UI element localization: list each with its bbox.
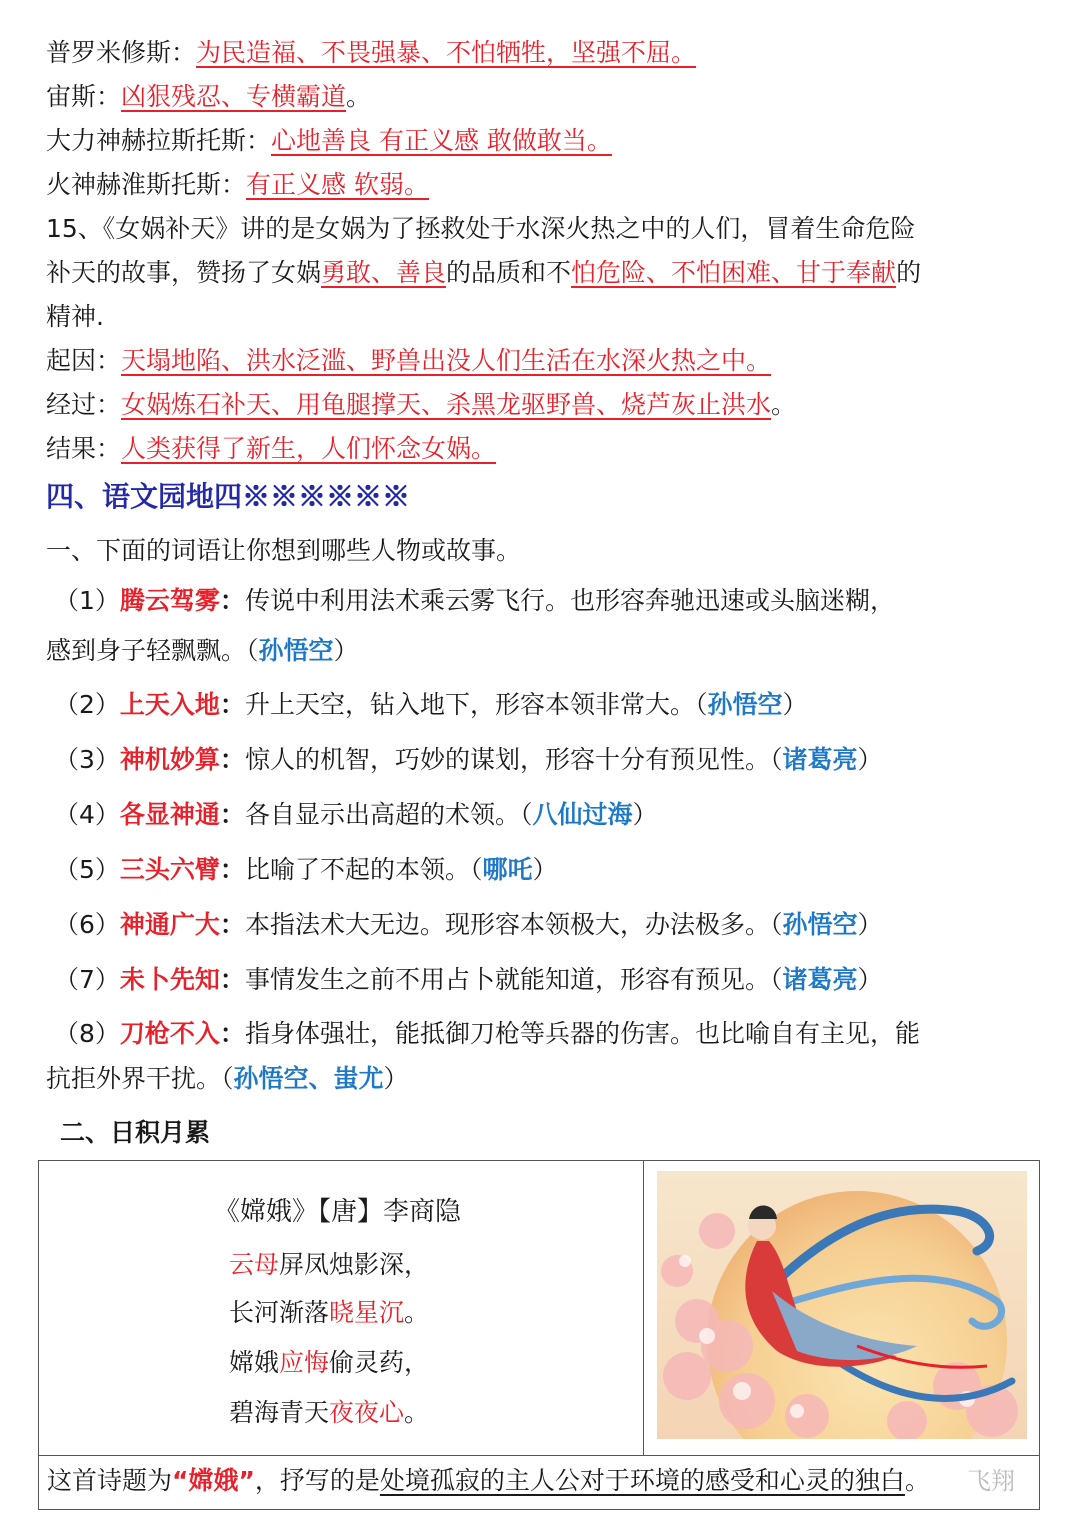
idiom-term: 腾云驾雾 [119,586,220,615]
trait-answer: 为民造福、不畏强暴、不怕牺牲，坚强不屈。 [196,38,697,67]
idiom-term: 神通广大 [119,910,220,939]
idiom-item: （7）未卜先知：事情发生之前不用占卜就能知道，形容有预见。（诸葛亮） [54,965,883,994]
idiom-item: （2）上天入地：升上天空，钻入地下，形容本领非常大。（孙悟空） [54,690,808,719]
part-2-heading: 二、日积月累 [60,1118,211,1147]
idiom-item: （4）各显神通：各自显示出高超的术领。（八仙过海） [54,800,658,829]
watermark: 飞翔 [967,1467,1015,1495]
plot-cause: 起因：天塌地陷、洪水泛滥、野兽出没人们生活在水深火热之中。 [46,346,772,375]
idiom-term: 三头六臂 [119,855,220,884]
idiom-person: 孙悟空 [258,636,334,665]
idiom-person: 孙悟空 [782,910,858,939]
idiom-item-cont: 抗拒外界干扰。（孙悟空、蚩尤） [46,1064,409,1093]
idiom-term: 刀枪不入 [119,1019,220,1048]
nuwa-line-3: 精神. [46,302,104,331]
poem-line: 嫦娥应悔偷灵药， [229,1348,430,1377]
character-line: 火神赫淮斯托斯：有正义感 软弱。 [46,170,429,199]
section-4-title: 四、语文园地四※※※※※※ [46,480,411,513]
poem-line: 长河渐落晓星沉。 [229,1298,430,1327]
trait-answer: 有正义感 软弱。 [246,170,429,199]
nuwa-line-2: 补天的故事，赞扬了女娲勇敢、善良的品质和不怕危险、不怕困难、甘于奉献的 [46,258,922,287]
poem-title: 《嫦娥》【唐】李商隐 [214,1197,462,1227]
idiom-person: 八仙过海 [532,800,633,829]
idiom-item: （5）三头六臂：比喻了不起的本领。（哪吒） [54,855,558,884]
plot-process: 经过：女娲炼石补天、用龟腿撑天、杀黑龙驱野兽、烧芦灰止洪水。 [46,390,797,419]
trait-answer: 凶狠残忍、专横霸道 [121,82,347,111]
idiom-person: 诸葛亮 [782,965,858,994]
table-divider [643,1161,644,1455]
idiom-term: 上天入地 [119,690,220,719]
poem-summary: 这首诗题为“嫦娥”，抒写的是处境孤寂的主人公对于环境的感受和心灵的独白。 [47,1466,930,1495]
idiom-item: （3）神机妙算：惊人的机智，巧妙的谋划，形容十分有预见性。（诸葛亮） [54,745,883,774]
idiom-item-cont: 感到身子轻飘飘。（孙悟空） [46,636,359,665]
table-divider [39,1455,1039,1456]
idiom-person: 诸葛亮 [782,745,858,774]
idiom-item: （8）刀枪不入：指身体强壮，能抵御刀枪等兵器的伤害。也比喻自有主见，能 [54,1019,920,1048]
nuwa-line-1: 15、《女娲补天》讲的是女娲为了拯救处于水深火热之中的人们，冒着生命危险 [46,214,916,243]
plot-result: 结果：人类获得了新生，人们怀念女娲。 [46,434,497,463]
character-line: 普罗米修斯：为民造福、不畏强暴、不怕牺牲，坚强不屈。 [46,38,697,67]
idiom-term: 各显神通 [119,800,220,829]
poem-line: 云母屏凤烛影深， [229,1250,430,1279]
part-1-heading: 一、下面的词语让你想到哪些人物或故事。 [46,536,522,565]
idiom-term: 未卜先知 [119,965,220,994]
idiom-person: 哪吒 [482,855,533,884]
idiom-person: 孙悟空 [707,690,783,719]
trait-answer: 心地善良 有正义感 敢做敢当。 [271,126,612,155]
character-line: 大力神赫拉斯托斯：心地善良 有正义感 敢做敢当。 [46,126,612,155]
nuwa-quality: 勇敢、善良 [321,258,447,287]
poem-line: 碧海青天夜夜心。 [229,1398,430,1427]
idiom-person: 孙悟空、蚩尤 [233,1064,384,1093]
nuwa-spirit: 怕危险、不怕困难、甘于奉献 [571,258,897,287]
idiom-term: 神机妙算 [119,745,220,774]
character-line: 宙斯：凶狠残忍、专横霸道。 [46,82,372,111]
idiom-item: （6）神通广大：本指法术大无边。现形容本领极大，办法极多。（孙悟空） [54,910,883,939]
chang-e-illustration [657,1171,1027,1439]
poem-table [38,1160,1040,1510]
idiom-item: （1）腾云驾雾：传说中利用法术乘云雾飞行。也形容奔驰迅速或头脑迷糊， [54,586,895,615]
